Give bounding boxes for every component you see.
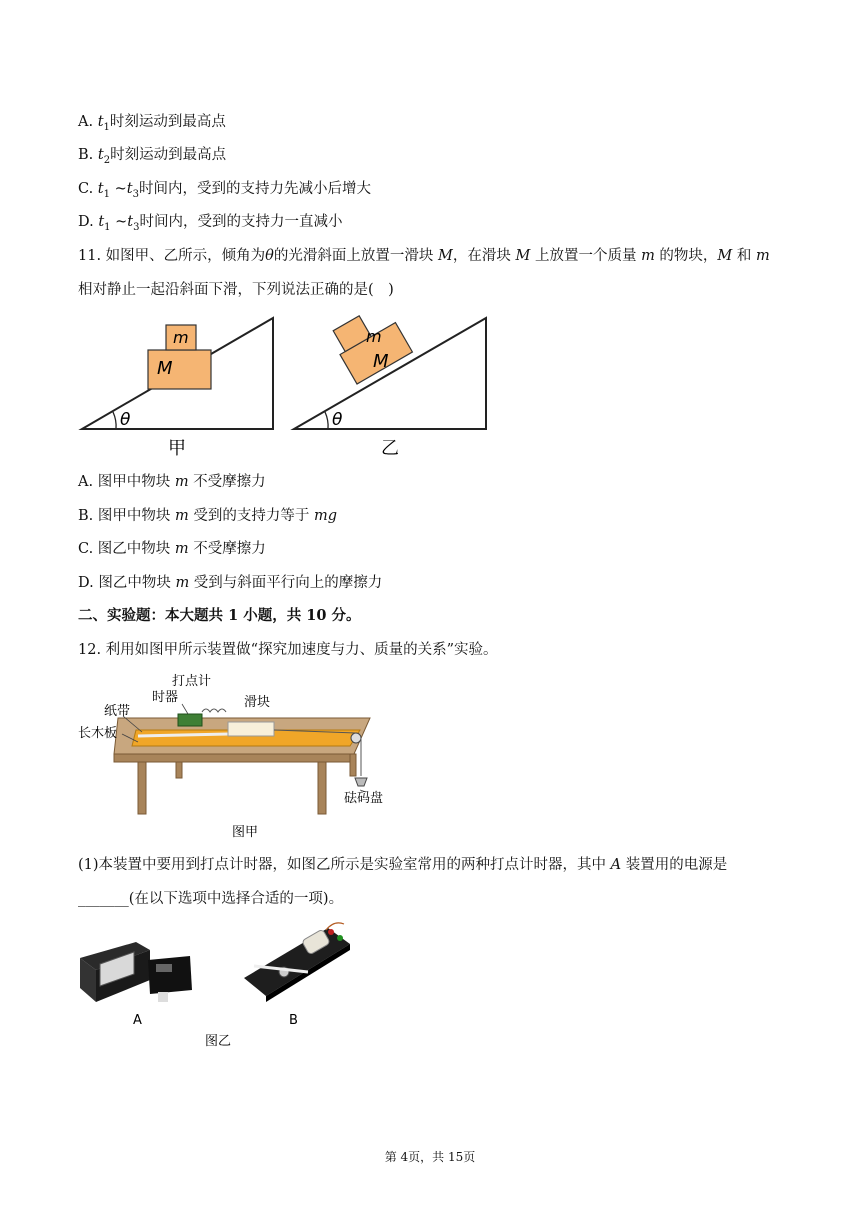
- slider-block: [228, 722, 274, 736]
- angle-arc-jia: [113, 412, 116, 429]
- weight-pan: [355, 778, 367, 786]
- timer-a: [80, 942, 192, 1002]
- label-m-yi: m: [366, 327, 382, 346]
- timer-a-body: [148, 956, 192, 994]
- q10-option-a: A. $t_1$时刻运动到最高点: [78, 114, 226, 133]
- label-M-yi: M: [373, 351, 389, 372]
- label-weights: 砝码盘: [344, 791, 384, 806]
- timers-figure: [78, 920, 368, 1050]
- section-heading: 二、实验题：本大题共 1 小题，共 10 分。: [78, 607, 361, 624]
- caption-fig-jia: 图甲: [232, 825, 259, 840]
- paper-tape: [138, 734, 228, 736]
- timer-a-tape: [158, 992, 168, 1002]
- q12-sub1-line1: (1)本装置中要用到打点计时器，如图乙所示是实验室常用的两种打点计时器，其中 A 装置用的电源是: [78, 857, 728, 873]
- timer-coil: [202, 709, 226, 712]
- timer-b: [244, 923, 350, 1002]
- q11-stem-line2: 相对静止一起沿斜面下滑，下列说法正确的是( ): [78, 282, 394, 298]
- incline-figures: [78, 312, 498, 462]
- timer-b-terminal-green: [337, 935, 343, 941]
- label-tape: 纸带: [104, 704, 131, 719]
- label-timer-1: 打点计: [172, 674, 212, 689]
- label-m-jia: m: [173, 328, 189, 347]
- label-timer-2: 时器: [152, 690, 179, 705]
- q10-option-d: D. $t_1$ $\sim t_3$时间内，受到的支持力一直减小: [78, 214, 343, 233]
- table-edge: [114, 754, 354, 762]
- angle-arc-yi: [325, 412, 328, 429]
- q12-intro: 12. 利用如图甲所示装置做“探究加速度与力、质量的关系”实验。: [78, 642, 498, 658]
- q11-option-b: B. 图甲中物块 m 受到的支持力等于 mg: [78, 508, 337, 524]
- label-board: 长木板: [78, 726, 118, 741]
- timer-b-base: [244, 928, 350, 996]
- theta-label-yi: θ: [332, 410, 343, 430]
- q11-option-c: C. 图乙中物块 m 不受摩擦力: [78, 541, 266, 557]
- timer-device: [178, 714, 202, 726]
- apparatus-figure: [78, 668, 398, 843]
- leader-timer: [182, 704, 188, 714]
- theta-label-jia: θ: [120, 410, 131, 430]
- label-slider: 滑块: [244, 695, 271, 710]
- table-leg-left: [138, 762, 146, 814]
- q12-sub1-line2: _______(在以下选项中选择合适的一项)。: [78, 891, 344, 907]
- pulley: [351, 733, 361, 743]
- q10-option-c: C. $t_1$ $\sim t_3$时间内，受到的支持力先减小后增大: [78, 181, 371, 200]
- caption-fig-yi: 图乙: [205, 1034, 232, 1049]
- q11-option-d: D. 图乙中物块 m 受到与斜面平行向上的摩擦力: [78, 575, 383, 591]
- page-footer: 第 4页，共 15页: [384, 1150, 476, 1164]
- timer-a-slot: [156, 964, 172, 972]
- q11-stem-line1: 11. 如图甲、乙所示，倾角为θ的光滑斜面上放置一滑块 M，在滑块 M 上放置一个质量 m 的物块，M 和 m: [78, 248, 770, 264]
- label-timer-a: A: [133, 1013, 142, 1028]
- timer-b-terminal-red: [328, 929, 334, 935]
- label-M-jia: M: [157, 358, 173, 379]
- table-leg-back-right: [350, 754, 356, 776]
- table-leg-right: [318, 762, 326, 814]
- label-timer-b: B: [289, 1013, 298, 1028]
- q10-option-b: B. $t_2$时刻运动到最高点: [78, 147, 227, 166]
- caption-jia: 甲: [168, 438, 186, 459]
- caption-yi: 乙: [381, 438, 399, 459]
- table-leg-back-left: [176, 762, 182, 778]
- q11-option-a: A. 图甲中物块 m 不受摩擦力: [78, 474, 266, 490]
